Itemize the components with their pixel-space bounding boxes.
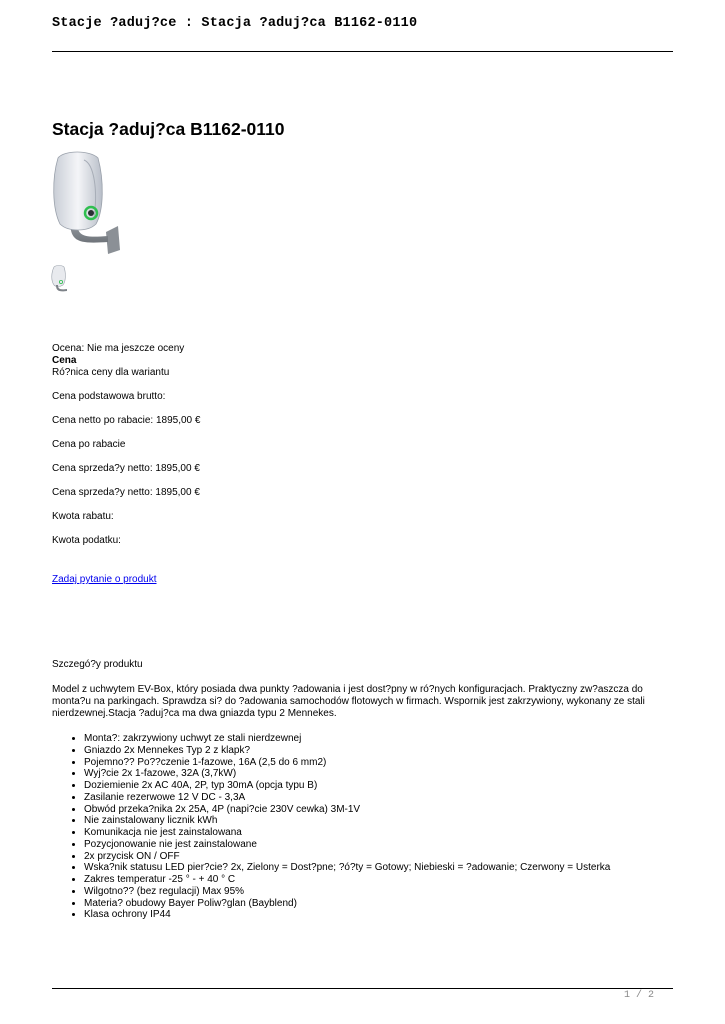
footer-divider — [52, 988, 673, 989]
feature-list — [52, 733, 684, 921]
feature-item: • Wilgotno?? (bez regulacji) Max 95% — [84, 886, 684, 898]
feature-item: • Obwód przeka?nika 2x 25A, 4P (napi?cie 230V cewka) 3M-1V — [84, 804, 684, 816]
tax-amount: Kwota podatku: — [52, 535, 121, 546]
feature-item: • Pojemno?? Po??czenie 1-fazowe, 16A (2,5 do 6 mm2) — [84, 757, 684, 769]
feature-item: • Pozycjonowanie nie jest zainstalowane — [84, 839, 684, 851]
feature-item: • Komunikacja nie jest zainstalowana — [84, 827, 684, 839]
base-price-gross: Cena podstawowa brutto: — [52, 391, 166, 402]
feature-item: • Wyj?cie 2x 1-fazowe, 32A (3,7kW) — [84, 768, 684, 780]
feature-item: • Wska?nik statusu LED pier?cie? 2x, Zielony = Dost?pne; ?ó?ty = Gotowy; Niebieski = ?adowanie; Czerwony = Usterka — [84, 862, 684, 874]
price-heading: Cena — [52, 355, 77, 366]
rating-text: Ocena: Nie ma jeszcze oceny — [52, 343, 185, 354]
feature-item: • Doziemienie 2x AC 40A, 2P, typ 30mA (opcja typu B) — [84, 780, 684, 792]
feature-item: • Zasilanie rezerwowe 12 V DC - 3,3A — [84, 792, 684, 804]
feature-item: • Monta?: zakrzywiony uchwyt ze stali nierdzewnej — [84, 733, 684, 745]
product-details-heading: Szczegó?y produktu — [52, 659, 143, 670]
page-number: 1 / 2 — [624, 990, 655, 1001]
ev-charging-station-thumbnail[interactable] — [50, 265, 70, 295]
price-info — [52, 343, 200, 547]
ask-question-link[interactable]: Zadaj pytanie o produkt — [52, 574, 157, 585]
product-description: Model z uchwytem EV-Box, który posiada dwa punkty ?adowania i jest dost?pny w ró?nych konfiguracjach. Praktyczny zw?aszcza do monta?u na parkingach. Sprawdza si? do ?adowania samochodów flotowych w firmach. Wspornik jest zakrzywiony, wykonany ze stali nierdzewnej.Stacja ?aduj?ca ma dwa gniazda typu 2 Mennekes. — [52, 684, 645, 719]
discount-amount: Kwota rabatu: — [52, 511, 114, 522]
page-header-title: Stacje ?aduj?ce : Stacja ?aduj?ca B1162-0110 — [52, 16, 418, 31]
feature-item: • Klasa ochrony IP44 — [84, 909, 684, 921]
sale-price-net-second: Cena sprzeda?y netto: 1895,00 € — [52, 487, 200, 498]
feature-item: • Zakres temperatur -25 ° - + 40 ° C — [84, 874, 684, 886]
sale-price-net: Cena sprzeda?y netto: 1895,00 € — [52, 463, 200, 474]
variant-price-diff: Ró?nica ceny dla wariantu — [52, 367, 170, 378]
product-title: Stacja ?aduj?ca B1162-0110 — [52, 119, 285, 139]
feature-item: • 2x przycisk ON / OFF — [84, 851, 684, 863]
price-after-discount: Cena po rabacie — [52, 439, 126, 450]
feature-item: • Materia? obudowy Bayer Poliw?glan (Bayblend) — [84, 898, 684, 910]
ev-charging-station-image — [50, 150, 126, 260]
feature-item: • Gniazdo 2x Mennekes Typ 2 z klapk? — [84, 745, 684, 757]
net-price-after-discount: Cena netto po rabacie: 1895,00 € — [52, 415, 201, 426]
feature-item: • Nie zainstalowany licznik kWh — [84, 815, 684, 827]
header-divider — [52, 51, 673, 52]
